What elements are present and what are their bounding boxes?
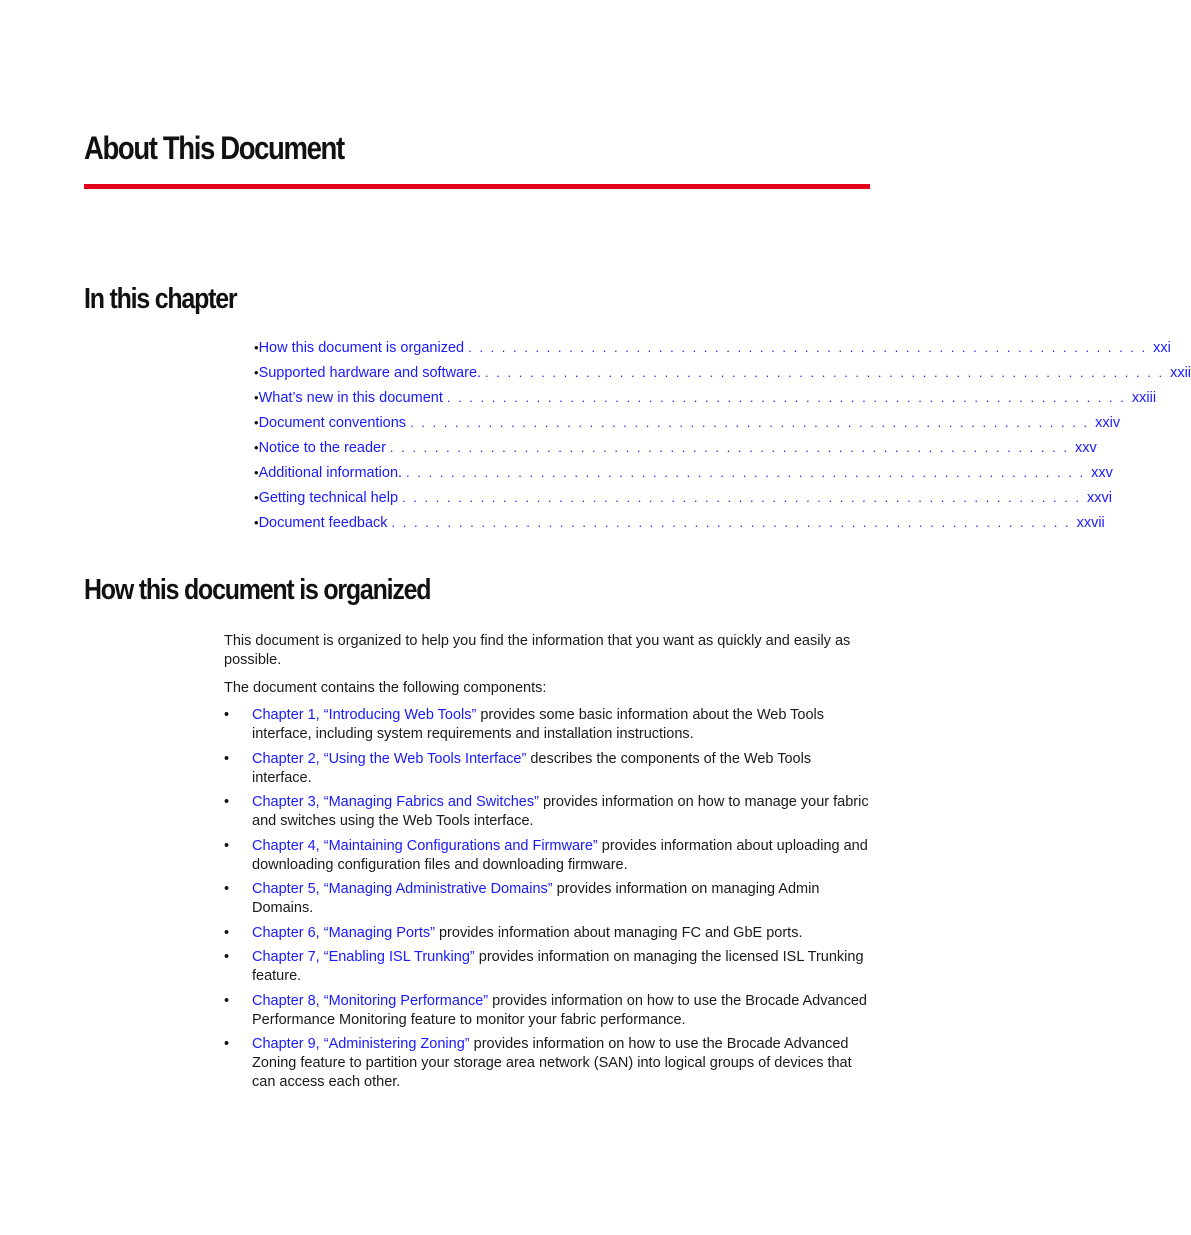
toc-entry <box>254 440 1097 465</box>
toc-entry <box>254 340 1171 365</box>
toc-page-link[interactable]: xxiii <box>1131 390 1157 406</box>
toc-entry <box>254 465 1113 490</box>
bullet: • <box>254 515 259 530</box>
toc-entry <box>254 515 1105 540</box>
chapter-description: provides information on how to use the Brocade Advanced Zoning feature to partition your storage area network (SAN) into logical groups of devices that can access each other. <box>252 1036 852 1090</box>
toc-entry <box>254 415 1121 440</box>
chapter-description: provides information on managing the licensed ISL Trunking feature. <box>252 949 864 984</box>
list-item <box>224 924 870 943</box>
dot-leader: . . . . . . . . . . . . . . . . . . . . . . . . . . . . . . . . . . . . . . . . . . . . . . . . . . . . . . . . . . . . . <box>402 490 1082 505</box>
toc-page-link[interactable]: xxi <box>1153 340 1171 356</box>
chapter-description: provides some basic information about the Web Tools interface, including system requirements and installation instructions. <box>252 707 824 742</box>
chapter-link[interactable]: Chapter 9, “Administering Zoning” <box>252 1036 470 1052</box>
dot-leader: . . . . . . . . . . . . . . . . . . . . . . . . . . . . . . . . . . . . . . . . . . . . . . . . . . . . . . . . . . . . . <box>406 465 1086 480</box>
toc-link[interactable]: What’s new in this document <box>258 390 443 406</box>
chapter-link[interactable]: Chapter 4, “Maintaining Configurations and Firmware” <box>252 837 598 854</box>
intro-paragraph: This document is organized to help you find the information that you want as quickly and easily as possible. <box>224 633 851 668</box>
dot-leader: . . . . . . . . . . . . . . . . . . . . . . . . . . . . . . . . . . . . . . . . . . . . . . . . . . . . . . . . . . . . . <box>391 515 1071 530</box>
toc-page-link[interactable]: xxiv <box>1095 415 1121 431</box>
bullet: • <box>224 949 230 965</box>
chapter-link[interactable]: Chapter 5, “Managing Administrative Domains” <box>252 881 553 897</box>
list-item <box>224 948 870 986</box>
bullet: • <box>224 992 230 1009</box>
toc-page-link[interactable]: xxii <box>1170 365 1191 381</box>
bullet: • <box>254 465 259 480</box>
bullet: • <box>254 340 259 355</box>
toc-link[interactable]: Document feedback <box>258 515 388 531</box>
chapter-toc <box>254 340 1191 540</box>
section-heading-how-organized: How this document is organized <box>84 574 431 606</box>
components-intro: The document contains the following components: <box>224 680 547 696</box>
bullet: • <box>254 415 259 430</box>
chapter-description: provides information on how to use the Brocade Advanced Performance Monitoring feature to monitor your fabric performance. <box>252 992 867 1028</box>
chapter-link[interactable]: Chapter 8, “Monitoring Performance” <box>252 992 489 1009</box>
bullet: • <box>224 1036 230 1052</box>
list-item <box>224 880 870 918</box>
bullet: • <box>254 390 259 405</box>
chapter-link[interactable]: Chapter 7, “Enabling ISL Trunking” <box>252 949 475 965</box>
chapter-description: provides information about managing FC and GbE ports. <box>434 924 803 941</box>
bullet: • <box>254 490 259 505</box>
chapter-description: describes the components of the Web Tools interface. <box>252 750 812 786</box>
toc-page-link[interactable]: xxv <box>1074 440 1097 456</box>
toc-entry <box>254 390 1157 415</box>
bullet: • <box>224 881 230 897</box>
toc-page-link[interactable]: xxvi <box>1087 490 1113 506</box>
toc-link[interactable]: How this document is organized <box>258 340 465 356</box>
page-title: About This Document <box>84 130 344 166</box>
bullet: • <box>224 707 230 723</box>
chapter-link[interactable]: Chapter 3, “Managing Fabrics and Switches” <box>252 794 539 810</box>
dot-leader: . . . . . . . . . . . . . . . . . . . . . . . . . . . . . . . . . . . . . . . . . . . . . . . . . . . . . . . . . . . . . <box>410 415 1090 430</box>
toc-link[interactable]: Notice to the reader <box>258 440 386 456</box>
toc-link[interactable]: Additional information. <box>258 465 403 481</box>
toc-entry <box>254 490 1113 515</box>
chapter-description: provides information about uploading and downloading configuration files and downloading firmware. <box>252 837 868 873</box>
dot-leader: . . . . . . . . . . . . . . . . . . . . . . . . . . . . . . . . . . . . . . . . . . . . . . . . . . . . . . . . . . . . . <box>485 365 1165 380</box>
components-list <box>224 706 870 1098</box>
list-item <box>224 750 870 788</box>
chapter-link[interactable]: Chapter 6, “Managing Ports” <box>252 924 435 941</box>
bullet: • <box>224 837 230 854</box>
toc-link[interactable]: Supported hardware and software. <box>258 365 482 381</box>
toc-page-link[interactable]: xxvii <box>1076 515 1105 531</box>
components-intro-block <box>224 679 870 698</box>
dot-leader: . . . . . . . . . . . . . . . . . . . . . . . . . . . . . . . . . . . . . . . . . . . . . . . . . . . . . . . . . . . . . <box>446 390 1126 405</box>
title-rule <box>84 184 870 189</box>
bullet: • <box>254 365 259 380</box>
list-item <box>224 793 870 831</box>
toc-link[interactable]: Document conventions <box>258 415 407 431</box>
chapter-description: provides information on managing Admin Domains. <box>252 881 820 916</box>
chapter-link[interactable]: Chapter 2, “Using the Web Tools Interface” <box>252 750 527 767</box>
list-item <box>224 1035 870 1092</box>
bullet: • <box>224 794 230 810</box>
list-item <box>224 706 870 744</box>
chapter-description: provides information on how to manage your fabric and switches using the Web Tools interface. <box>252 794 869 829</box>
section-heading-in-this-chapter: In this chapter <box>84 283 237 315</box>
bullet: • <box>224 924 230 941</box>
bullet: • <box>254 440 259 455</box>
bullet: • <box>224 750 230 767</box>
toc-link[interactable]: Getting technical help <box>258 490 399 506</box>
toc-page-link[interactable]: xxv <box>1091 465 1113 481</box>
toc-entry <box>254 365 1191 390</box>
intro-block <box>224 632 870 670</box>
chapter-link[interactable]: Chapter 1, “Introducing Web Tools” <box>252 707 477 723</box>
dot-leader: . . . . . . . . . . . . . . . . . . . . . . . . . . . . . . . . . . . . . . . . . . . . . . . . . . . . . . . . . . . . . <box>468 340 1148 355</box>
list-item <box>224 992 870 1030</box>
dot-leader: . . . . . . . . . . . . . . . . . . . . . . . . . . . . . . . . . . . . . . . . . . . . . . . . . . . . . . . . . . . . . <box>389 440 1069 455</box>
list-item <box>224 837 870 875</box>
